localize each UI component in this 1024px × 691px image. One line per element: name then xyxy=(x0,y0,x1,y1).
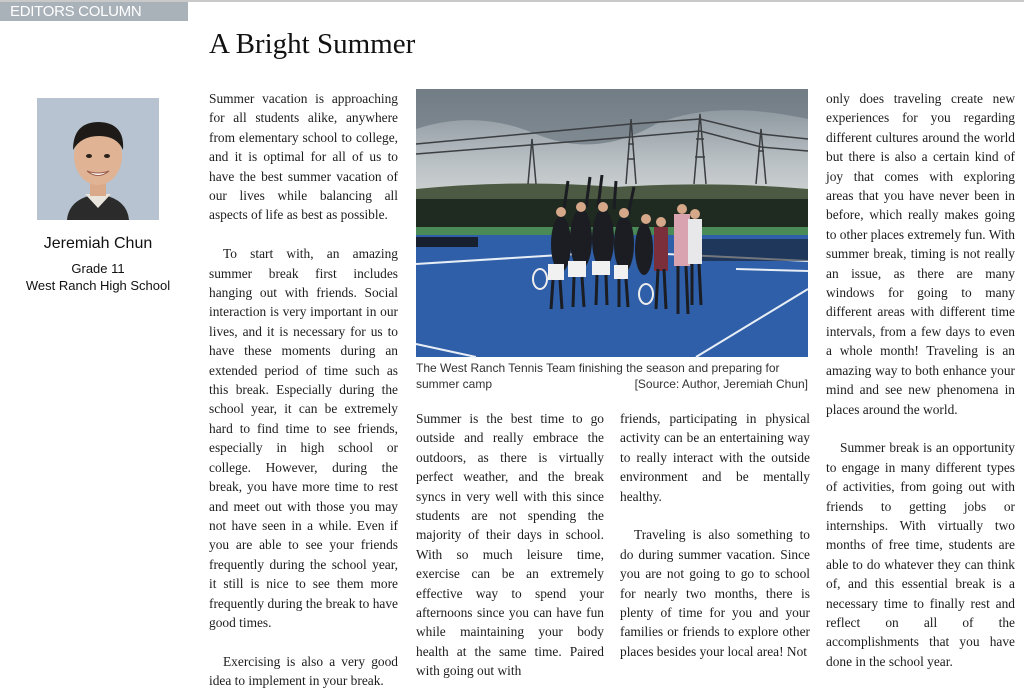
paragraph: Traveling is also something to do during summer vacation. Since you are not going to go to school for nearly two months, there is plenty of time for you and your families or friends to explore other places besides your local area! Not xyxy=(620,527,810,659)
article-column-2 xyxy=(416,409,604,681)
caption-text: The West Ranch Tennis Team finishing the season and preparing for summer camp xyxy=(416,361,780,391)
author-school: West Ranch High School xyxy=(25,278,171,293)
article-headline: A Bright Summer xyxy=(209,28,416,60)
paragraph: only does traveling create new experiences for you regarding different cultures around the world but there is also a certain kind of joy that comes with exploring areas that you have never been in before, which really makes going to other places extremely fun. With summer break, timing is not really an issue, as there are many windows for going to many different areas with different time intervals, from a few days to even a whole month! Traveling is an amazing way to both enhance your mind and see new phenomena in places around the world. xyxy=(826,91,1015,417)
paragraph: Summer is the best time to go outside and really embrace the outdoors, as there is virtually perfect weather, and the break syncs in very well with this since students are not spending the majority of their days in school. With so much leisure time, exercise can be an extremely effective way to spend your afternoons since you can have fun while maintaining your body health at the same time. Paired with going out with xyxy=(416,411,604,679)
article-column-1 xyxy=(209,89,398,691)
tennis-team-photo xyxy=(416,89,808,357)
article-column-3 xyxy=(620,409,810,661)
paragraph: friends, participating in physical activity can be an entertaining way to really interact with the outside environment and be mentally healthy. xyxy=(620,411,810,504)
author-portrait-illustration xyxy=(37,98,159,220)
author-grade: Grade 11 xyxy=(71,261,125,276)
photo-caption xyxy=(416,360,808,392)
tennis-team-illustration xyxy=(416,89,808,357)
author-photo xyxy=(37,98,159,220)
paragraph: Summer vacation is approaching for all students alike, anywhere from elementary school to college, and it is optimal for all of us to have the best summer vacation of our lives while balancing all aspects of life as best as possible. xyxy=(209,91,398,223)
paragraph: To start with, an amazing summer break first includes hanging out with friends. Social interaction is very important in our lives, and it is necessary for us to have these moments during an extended period of time such as this break. Especially during the school year, it can be extremely hard to find time to see friends, especially in high school or college. However, during the break, you have more time to rest and meet out with those you may not have seen in a while. Even if you are able to see your friends frequently during the school year, it still is nice to see them more frequently during the break to have good times. xyxy=(209,246,398,630)
section-label: EDITORS COLUMN xyxy=(0,2,188,21)
photo-credit: [Source: Author, Jeremiah Chun] xyxy=(634,377,808,391)
author-name: Jeremiah Chun xyxy=(43,235,153,252)
paragraph: Summer break is an opportunity to engage in many different types of activities, from going out with friends to getting jobs or internships. With virtually two months of free time, students are able to do whatever they can think of, and this essential break is a necessary time to finally rest and reflect on all of the accomplishments that you have done in the school year. xyxy=(826,440,1015,669)
article-column-4 xyxy=(826,89,1015,671)
paragraph: Exercising is also a very good idea to implement in your break. xyxy=(209,653,398,689)
